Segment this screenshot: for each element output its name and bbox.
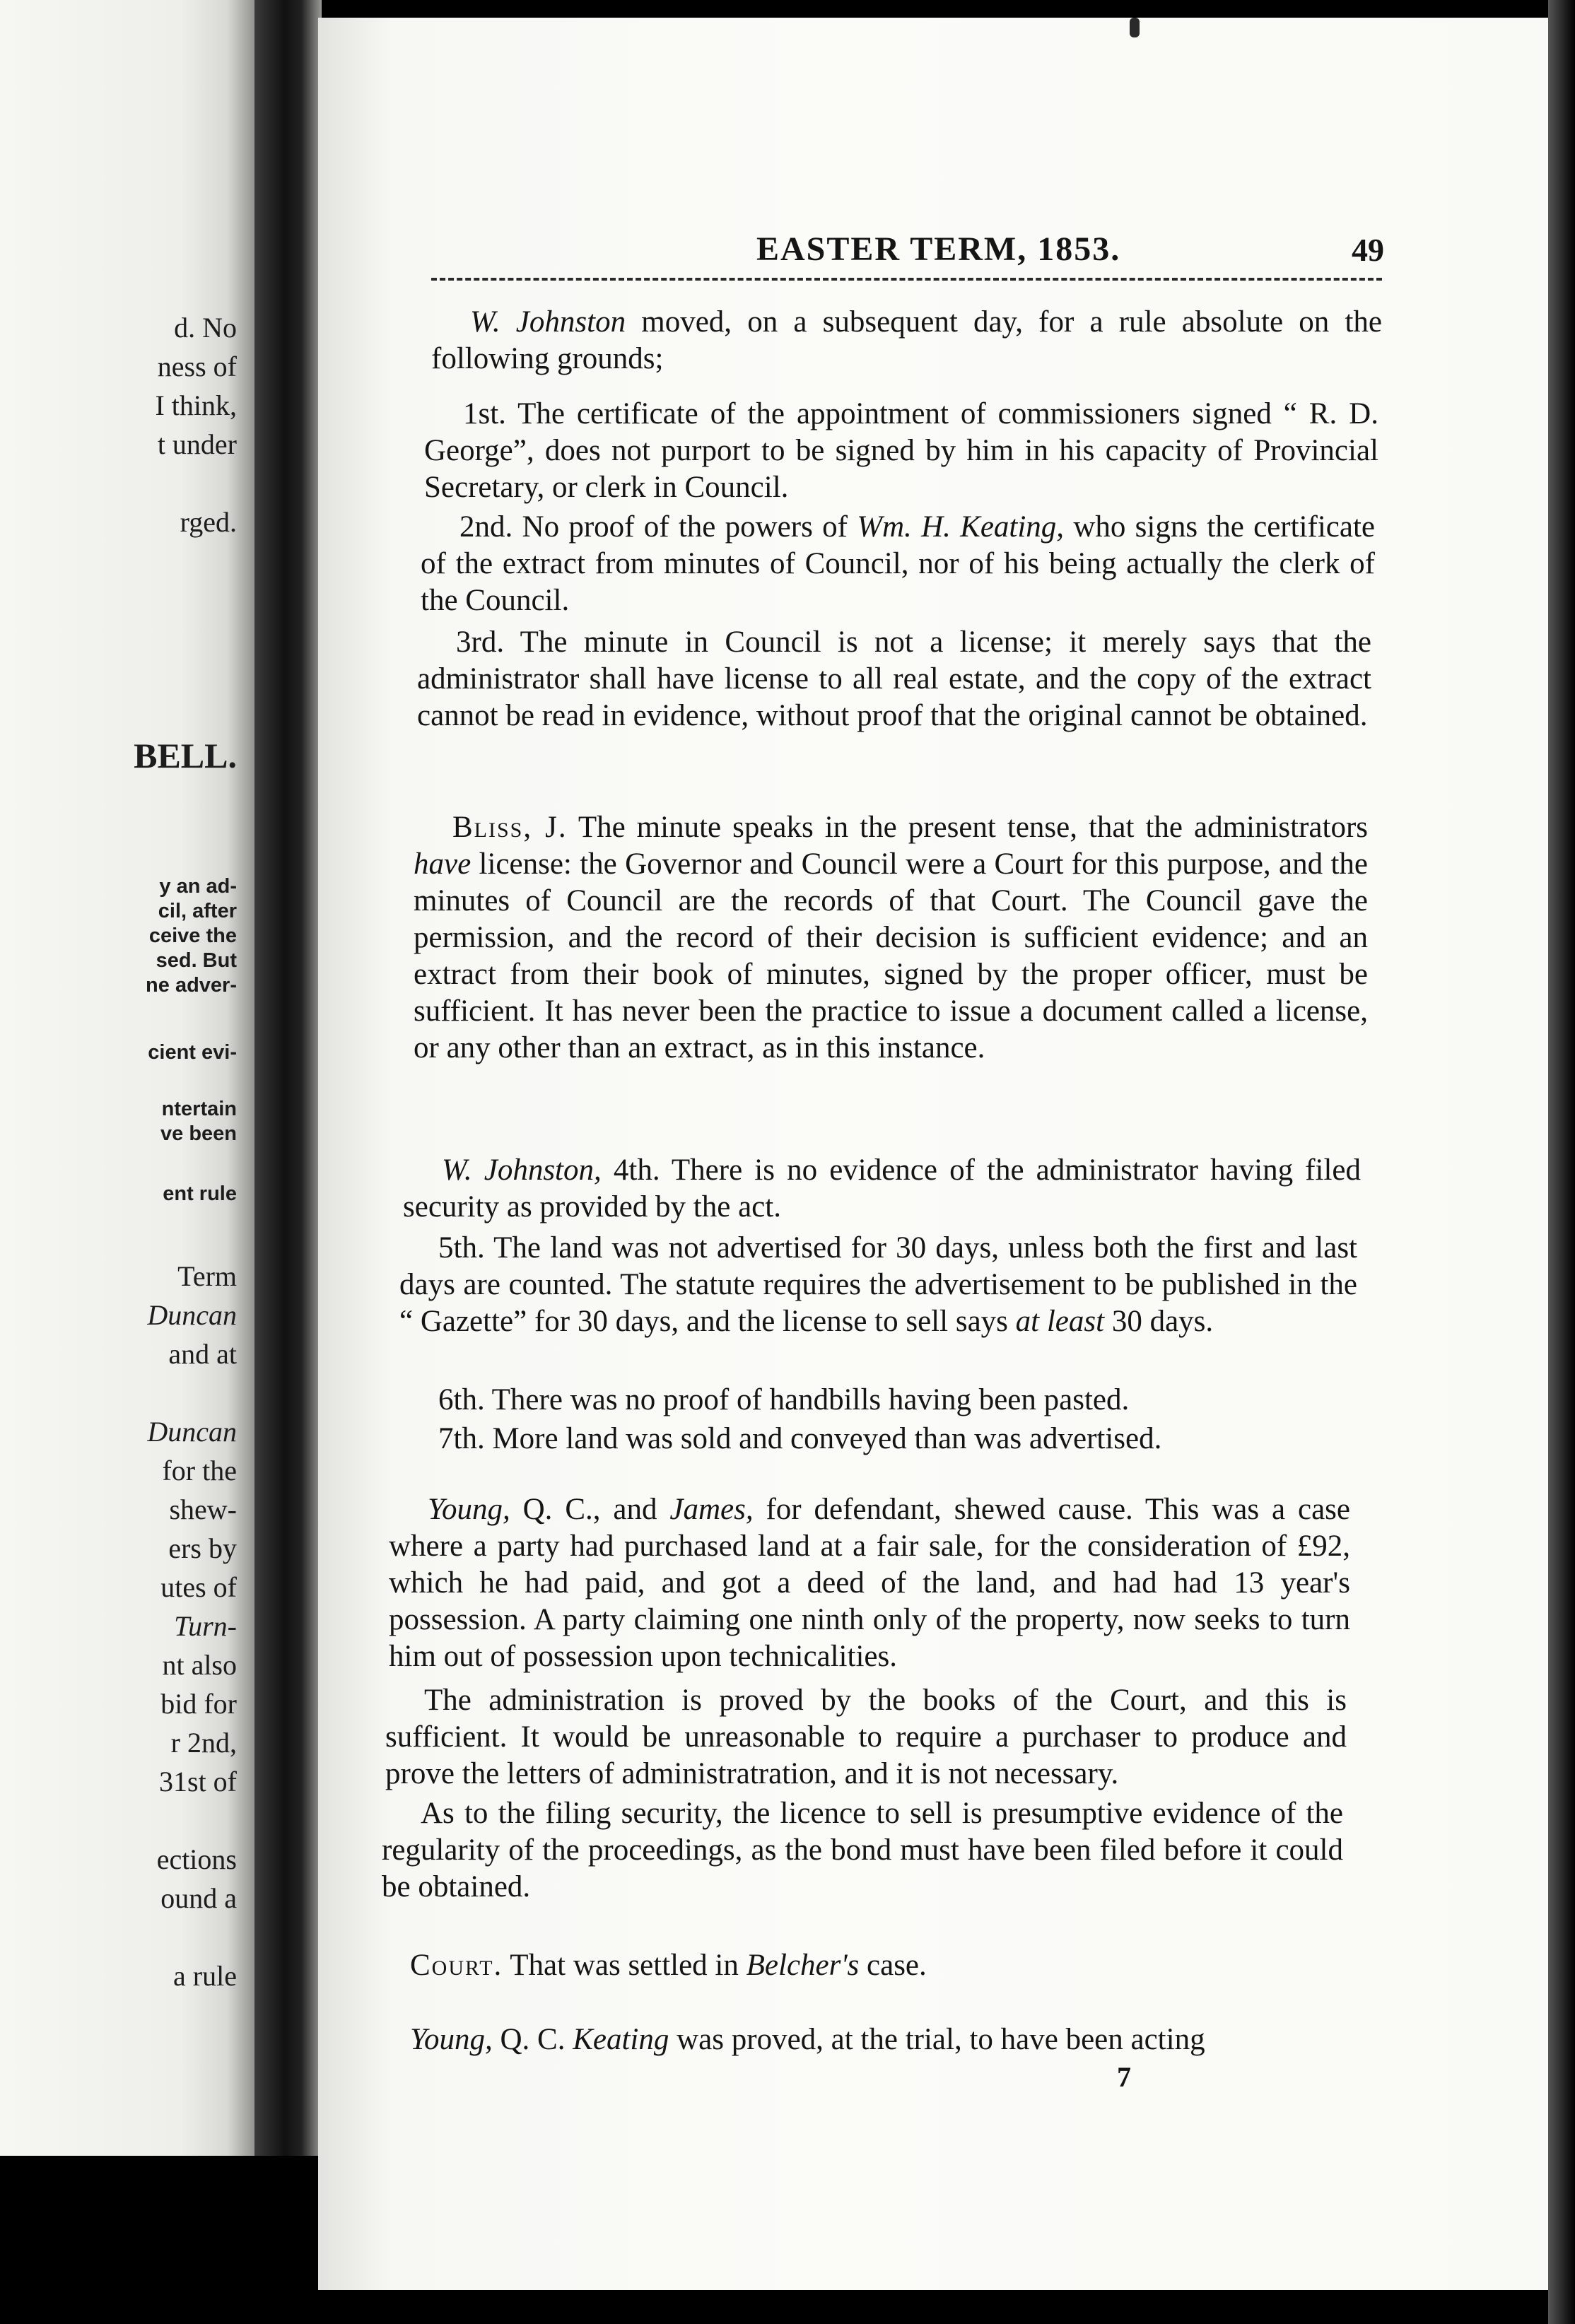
paragraph: [382, 1795, 1343, 1906]
text-segment: Belcher's: [746, 1949, 860, 1982]
left-page-line: r 2nd,: [170, 1727, 237, 1759]
left-page-line: BELL.: [134, 736, 237, 775]
text-segment: That was settled in: [503, 1949, 746, 1982]
left-page-line: rged.: [180, 506, 237, 538]
paragraph: [431, 304, 1382, 377]
text-segment: The administration is proved by the books of the Court, and this is sufficient. It would be unreasonable to require a purchaser to produce and prove the letters of administratration, and it is not necessary.: [385, 1684, 1347, 1790]
text-segment: 1st. The certificate of the appointment of commissioners signed “ R. D. George”, does not purport to be signed by him in his capacity of Provincial Secretary, or clerk in Council.: [424, 397, 1378, 504]
text-segment: The minute speaks in the present tense, that the administrators: [567, 811, 1368, 844]
text-segment: at least: [1015, 1305, 1105, 1338]
paragraph: [417, 624, 1371, 734]
paragraph: [385, 1682, 1347, 1792]
paragraph: [399, 1382, 1357, 1419]
main-page: [318, 18, 1548, 2290]
running-head: [318, 230, 1548, 272]
left-page-line: y an ad-: [159, 875, 237, 898]
left-page-line: nt also: [162, 1649, 237, 1681]
paragraph: [414, 809, 1368, 1067]
text-segment: Bliss, J.: [452, 811, 568, 844]
text-segment: James,: [669, 1493, 754, 1526]
left-page-line: ections: [156, 1843, 237, 1875]
paragraph: [382, 2021, 1343, 2058]
paragraph: [382, 1947, 1343, 1984]
text-segment: 30 days.: [1104, 1305, 1214, 1338]
left-page-line: ne adver-: [146, 974, 237, 997]
left-page-line: Term: [177, 1260, 237, 1292]
text-segment: 4th. There is no evidence of the administrator having filed security as provided by the act.: [403, 1154, 1362, 1223]
text-segment: for defendant, shewed cause. This was a case where a party had purchased land at a fair sale, for the consideration of £92, which he had paid, and got a deed of the land, and had had 13 year's possession. A party claiming one ninth only of the property, now seeks to turn him out of possession upon technicalities.: [389, 1493, 1350, 1673]
text-segment: case.: [859, 1949, 927, 1982]
text-segment: W. Johnston: [470, 305, 626, 339]
text-segment: Q. C., and: [510, 1493, 670, 1526]
left-page-line: for the: [162, 1455, 237, 1486]
left-page-line: ent rule: [163, 1182, 237, 1205]
paragraph: [421, 509, 1375, 619]
left-page-line: bid for: [160, 1688, 237, 1720]
page-number: 49: [1352, 232, 1384, 268]
text-segment: was proved, at the trial, to have been acting: [669, 2023, 1205, 2056]
text-segment: Young,: [410, 2023, 493, 2056]
left-page-line: cil, after: [158, 900, 237, 922]
left-page-line: d. No: [174, 312, 237, 344]
right-edge-shadow: [1548, 0, 1575, 2324]
left-page-line: I think,: [155, 389, 237, 421]
running-title: EASTER TERM, 1853.: [756, 230, 1121, 268]
left-page-line: 31st of: [159, 1766, 237, 1797]
text-segment: 5th. The land was not advertised for 30 days, unless both the first and last days are counted. The statute requires the advertisement to be published in the “ Gazette” for 30 days, and the license to sell says: [399, 1231, 1357, 1338]
text-segment: moved, on a subsequent day, for a rule absolute on the following grounds;: [431, 305, 1382, 375]
left-page-line: ound a: [160, 1882, 237, 1914]
text-segment: license: the Governor and Council were a Court for this purpose, and the minutes of Council are the records of that Court. The Council gave the permission, and the record of their decision is sufficient evidence; and an extract from their book of minutes, signed by the proper officer, must be sufficient. It has never been the practice to issue a document called a license, or any other than an extract, as in this instance.: [414, 847, 1368, 1064]
text-segment: Wm. H. Keating,: [857, 510, 1065, 544]
left-page-line: cient evi-: [148, 1041, 237, 1064]
signature-mark: 7: [1117, 2061, 1131, 2093]
left-facing-page: [0, 0, 258, 2156]
header-rule: [431, 278, 1382, 281]
book-gutter: [254, 0, 322, 2156]
left-page-line: ve been: [160, 1122, 237, 1145]
left-page-line: Turn-: [174, 1610, 237, 1642]
paragraph: [403, 1152, 1361, 1226]
text-segment: 2nd. No proof of the powers of: [459, 510, 857, 544]
left-page-line: Duncan: [147, 1299, 237, 1331]
paragraph: [424, 396, 1378, 506]
text-segment: Keating: [573, 2023, 669, 2056]
left-page-line: ers by: [168, 1532, 237, 1564]
text-segment: As to the filing security, the licence to sell is presumptive evidence of the regularity of the proceedings, as the bond must have been filed before it could be obtained.: [382, 1797, 1343, 1903]
text-segment: Young,: [428, 1493, 510, 1526]
left-page-line: utes of: [160, 1571, 237, 1603]
paragraph: [399, 1230, 1357, 1340]
left-page-line: Duncan: [147, 1416, 237, 1448]
left-page-line: ntertain: [161, 1098, 237, 1120]
paragraph: [399, 1421, 1357, 1457]
left-page-line: sed. But: [156, 949, 237, 972]
left-page-line: ceive the: [148, 925, 237, 947]
text-segment: Q. C.: [492, 2023, 573, 2056]
page-top-mark: [1130, 18, 1140, 37]
left-page-line: and at: [168, 1338, 237, 1370]
text-segment: 3rd. The minute in Council is not a license; it merely says that the administrator shall have license to all real estate, and the copy of the extract cannot be read in evidence, without proof that the original cannot be obtained.: [417, 626, 1371, 732]
left-page-line: a rule: [173, 1960, 237, 1992]
text-segment: Court.: [410, 1949, 503, 1982]
text-segment: 7th. More land was sold and conveyed than was advertised.: [438, 1422, 1162, 1455]
left-page-line: shew-: [169, 1493, 237, 1525]
text-segment: have: [414, 847, 472, 881]
left-page-line: t under: [157, 428, 237, 460]
paragraph: [389, 1491, 1350, 1675]
text-segment: who signs the certificate of the extract from minutes of Council, nor of his being actually the clerk of the Council.: [421, 510, 1375, 617]
text-segment: W. Johnston,: [442, 1154, 602, 1187]
text-segment: 6th. There was no proof of handbills having been pasted.: [438, 1383, 1130, 1416]
left-page-line: ness of: [157, 351, 237, 382]
